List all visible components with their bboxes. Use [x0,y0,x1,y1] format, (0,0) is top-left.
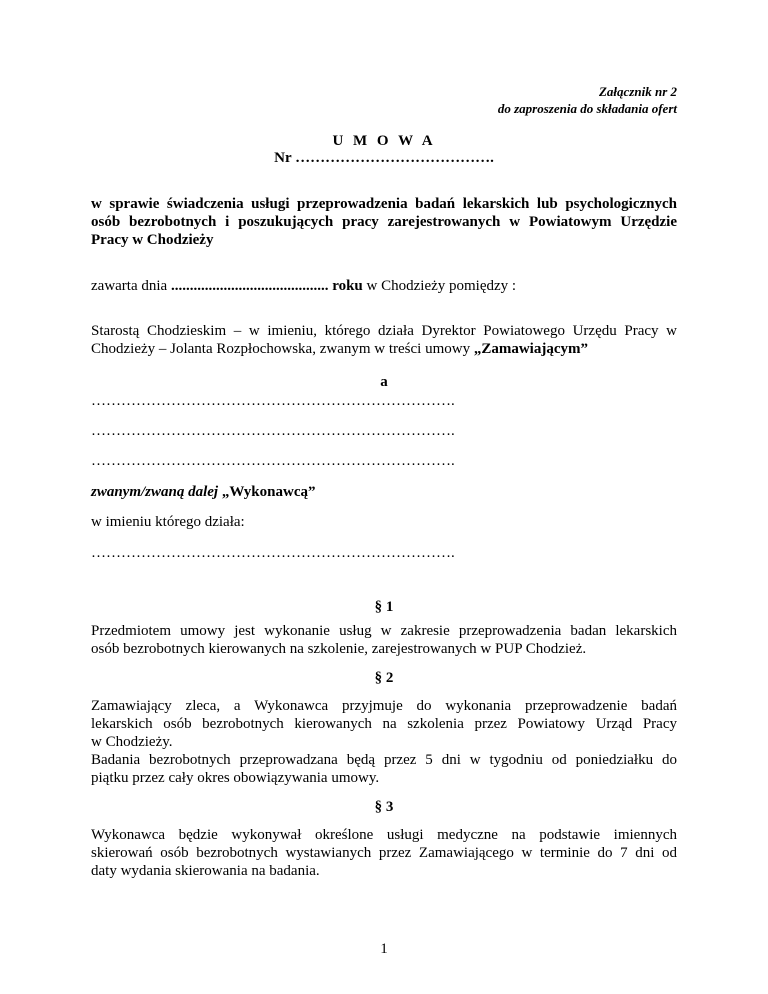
date-placeholder: .......................................... [170,278,329,294]
contractor-line: ………………………………………………………………. [91,453,455,469]
concluded-suffix: w Chodzieży pomiędzy : [362,278,517,294]
subject-line: osób bezrobotnych i poszukujących pracy zarejestrowanych w Powiatowym Urzędzie [91,214,677,230]
section-text: lekarskich osób bezrobotnych kierowanych na szkolenia przez Powiatowy Urząd Pracy [91,716,677,732]
section-text: Wykonawca będzie wykonywał określone usługi medyczne na podstawie imiennych [91,827,677,843]
contract-title: U M O W A [332,133,436,149]
attachment-number: Załącznik nr 2 [598,84,677,99]
section-text: osób bezrobotnych kierowanych na szkolenie, zarejestrowanych w PUP Chodzież. [91,641,587,657]
party-one-name: „Zamawiającym” [473,341,588,357]
party-one-text: Chodzieży – Jolanta Rozpłochowska, zwanym w treści umowy [91,341,474,357]
party-one-line: Starostą Chodzieskim – w imieniu, którego działa Dyrektor Powiatowego Urzędu Pracy w [91,323,677,339]
subject-line: w sprawie świadczenia usługi przeprowadzenia badań lekarskich lub psychologicznych [91,196,677,212]
section-heading: § 1 [374,599,394,615]
contractor-named [91,483,677,501]
party-one-line-2 [91,340,677,358]
section-text: Badania bezrobotnych przeprowadzana będą przez 5 dni w tygodniu od poniedziałku do [91,752,677,768]
section-text: daty wydania skierowania na badania. [91,863,320,879]
section-text: piątku przez cały okres obowiązywania umowy. [91,770,380,786]
contractor-line: ………………………………………………………………. [91,423,455,439]
section-heading: § 3 [374,799,394,815]
attachment-description: do zaproszenia do składania ofert [497,101,677,116]
and-connector: a [380,374,388,390]
section-text: skierowań osób bezrobotnych wystawianych przez Zamawiającego w terminie do 7 dni od [91,845,677,861]
year-label: roku [328,278,363,294]
subject-line: Pracy w Chodzieży [91,232,214,248]
section-text: Zamawiający zleca, a Wykonawca przyjmuje do wykonania przeprowadzenie badań [91,698,677,714]
concluded-prefix: zawarta dnia [91,278,171,294]
contractor-line: ………………………………………………………………. [91,393,455,409]
section-text: Przedmiotem umowy jest wykonanie usług w zakresie przeprowadzenia badan lekarskich [91,623,677,639]
section-heading: § 2 [374,670,394,686]
contract-number: Nr …………………………………. [274,150,494,166]
concluded-line [91,277,677,295]
page-number: 1 [380,941,388,957]
contractor-acting: w imieniu którego działa: [91,514,245,530]
section-text: w Chodzieży. [91,734,173,750]
representative-line: ………………………………………………………………. [91,545,455,561]
contractor-named-prefix: zwanym/zwaną dalej [91,484,222,500]
contractor-name: „Wykonawcą” [221,484,316,500]
